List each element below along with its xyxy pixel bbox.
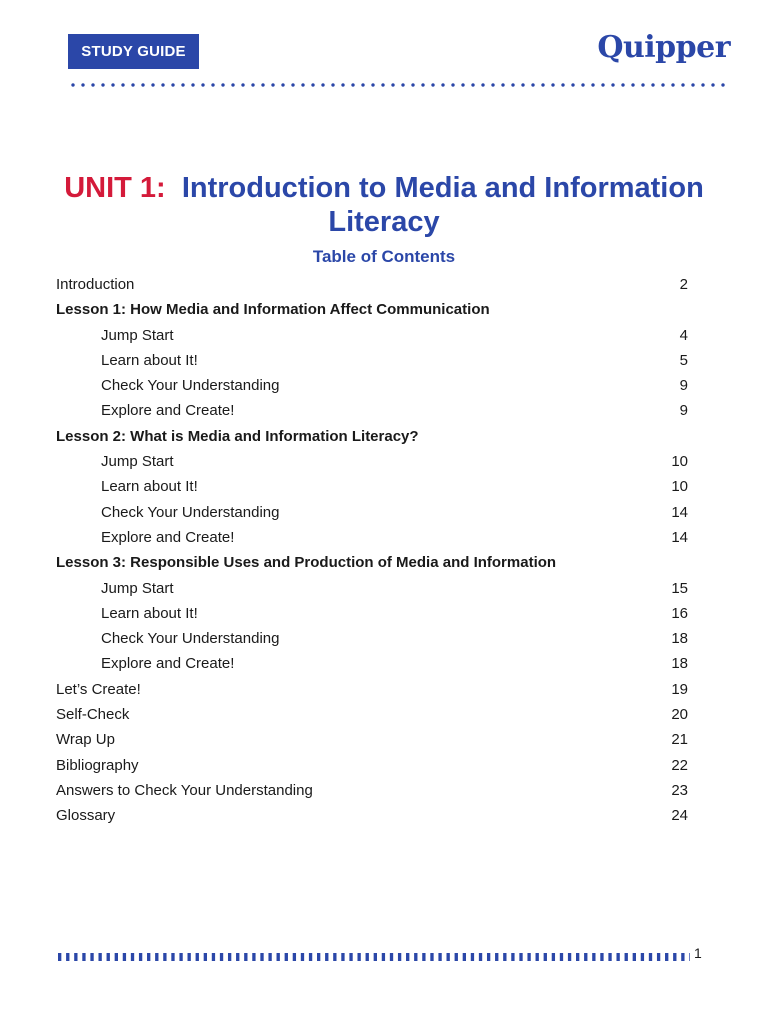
toc-entry-label: Lesson 1: How Media and Information Affect Communication <box>56 301 490 319</box>
toc-entry-label: Introduction <box>56 276 135 293</box>
toc-entry-page: 9 <box>679 377 688 395</box>
toc-entry-label: Explore and Create! <box>101 528 235 546</box>
toc-entry-jump-start[interactable] <box>56 449 688 474</box>
toc-lesson-3[interactable] <box>56 550 688 575</box>
toc-entry-page: 14 <box>671 503 688 521</box>
toc-entry-label: Check Your Understanding <box>101 630 280 648</box>
toc-entry-page: 16 <box>671 604 688 622</box>
toc-lesson-1[interactable] <box>56 297 688 322</box>
toc-entry-label: Jump Start <box>101 579 174 597</box>
toc-entry-page: 2 <box>679 276 688 293</box>
toc-entry-bibliography[interactable] <box>56 753 688 778</box>
toc-entry-learn-about-it[interactable] <box>56 348 688 373</box>
toc-entry-self-check[interactable] <box>56 702 688 727</box>
unit-label: UNIT 1: <box>64 172 166 204</box>
toc-entry-page: 18 <box>671 655 688 673</box>
toc-heading: Table of Contents <box>312 247 456 266</box>
toc-entry-page: 21 <box>671 731 688 749</box>
toc-entry-label: Learn about It! <box>101 478 198 496</box>
toc-entry-page: 18 <box>671 630 688 648</box>
toc-entry-label: Learn about It! <box>101 351 198 369</box>
toc-entry-learn-about-it[interactable] <box>56 474 688 499</box>
toc-entry-label: Answers to Check Your Understanding <box>56 781 313 799</box>
toc-entry-label: Jump Start <box>101 453 174 471</box>
top-dotted-divider <box>68 83 730 87</box>
toc-entry-explore-create[interactable] <box>56 398 688 423</box>
study-guide-badge: STUDY GUIDE <box>68 34 199 69</box>
toc-entry-page: 20 <box>671 706 688 724</box>
toc-entry-page: 10 <box>671 453 688 471</box>
toc-entry-label: Wrap Up <box>56 731 115 749</box>
toc-entry-check-understanding[interactable] <box>56 626 688 651</box>
toc-entry-label: Check Your Understanding <box>101 377 280 395</box>
toc-entry-explore-create[interactable] <box>56 525 688 550</box>
page-number: 1 <box>694 945 702 961</box>
unit-title <box>40 171 728 239</box>
toc-entry-label: Let’s Create! <box>56 680 141 698</box>
toc-entry-label: Lesson 3: Responsible Uses and Production of Media and Information <box>56 554 557 572</box>
toc-lesson-2[interactable] <box>56 424 688 449</box>
quipper-logo: Quipper <box>597 30 730 65</box>
toc-entry-page: 22 <box>671 756 688 774</box>
toc-entry-label: Explore and Create! <box>101 655 235 673</box>
toc-entry-page: 9 <box>679 402 688 420</box>
toc-entry-label: Lesson 2: What is Media and Information Literacy? <box>56 427 419 445</box>
unit-title-text: Introduction to Media and Information Literacy <box>181 172 704 238</box>
toc-entry-lets-create[interactable] <box>56 677 688 702</box>
toc-entry-page: 4 <box>679 326 688 344</box>
toc-entry-page: 14 <box>671 528 688 546</box>
toc-entry-explore-create[interactable] <box>56 651 688 676</box>
toc-entry-page: 19 <box>671 680 688 698</box>
toc-entry-jump-start[interactable] <box>56 323 688 348</box>
toc-entry-wrap-up[interactable] <box>56 727 688 752</box>
toc-entry-page: 5 <box>679 351 688 369</box>
toc-entry-label: Jump Start <box>101 326 174 344</box>
toc-entry-answers[interactable] <box>56 778 688 803</box>
toc-entry-check-understanding[interactable] <box>56 373 688 398</box>
toc-entry-label: Self-Check <box>56 706 130 724</box>
toc-entry-label: Glossary <box>56 807 116 825</box>
toc-entry-glossary[interactable] <box>56 803 688 828</box>
toc-entry-introduction[interactable] <box>56 272 688 297</box>
toc-entry-label: Bibliography <box>56 756 139 774</box>
toc-entry-jump-start[interactable] <box>56 576 688 601</box>
toc-entry-page: 24 <box>671 807 688 825</box>
bottom-dashed-divider <box>58 953 690 961</box>
toc-entry-page: 23 <box>671 781 688 799</box>
toc-entry-learn-about-it[interactable] <box>56 601 688 626</box>
toc-entry-label: Learn about It! <box>101 604 198 622</box>
toc-entry-page: 10 <box>671 478 688 496</box>
toc-entry-label: Check Your Understanding <box>101 503 280 521</box>
table-of-contents <box>56 272 688 829</box>
toc-entry-check-understanding[interactable] <box>56 500 688 525</box>
toc-entry-label: Explore and Create! <box>101 402 235 420</box>
toc-entry-page: 15 <box>671 579 688 597</box>
